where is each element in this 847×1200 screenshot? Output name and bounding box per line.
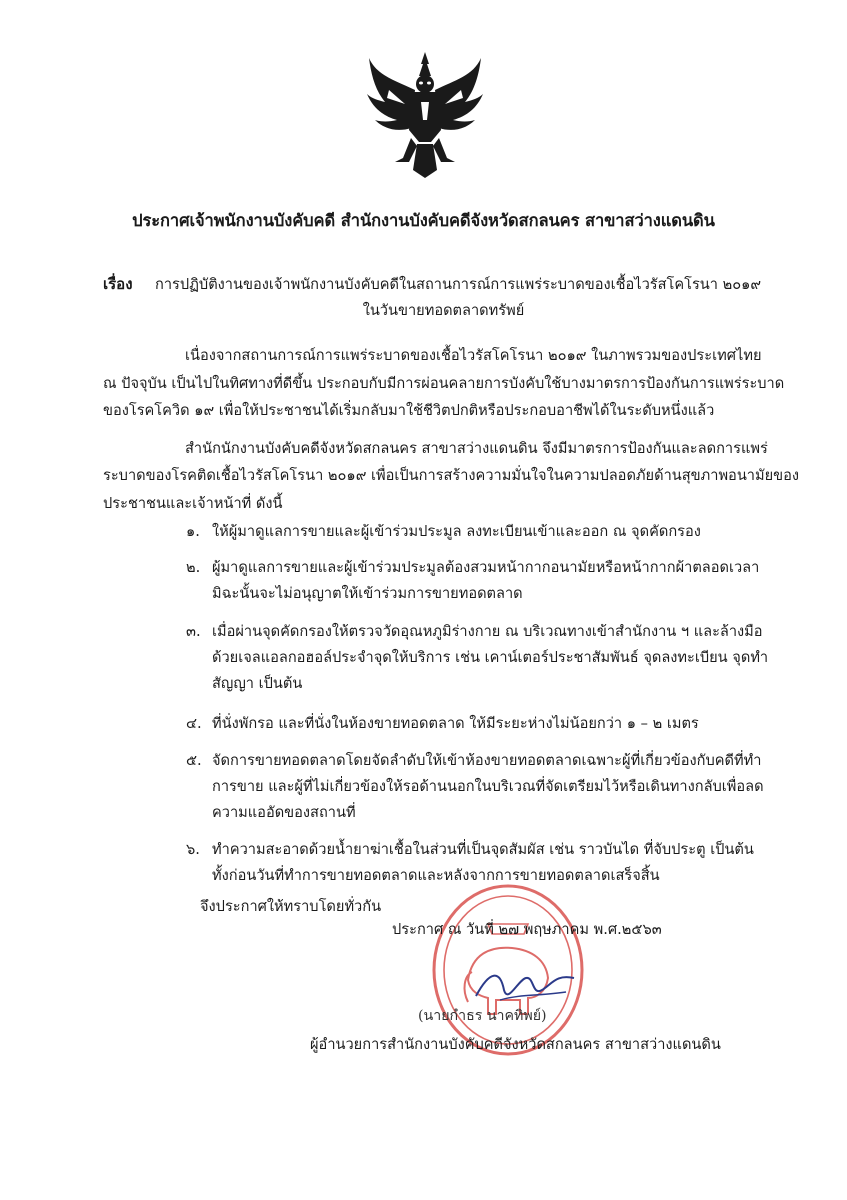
paragraph-2-line-1: สำนักนักงานบังคับคดีจังหวัดสกลนคร สาขาสว่างแดนดิน จึงมีมาตรการป้องกันและลดการแพร่ — [185, 440, 768, 457]
signer-position: ผู้อำนวยการสำนักงานบังคับคดีจังหวัดสกลนคร สาขาสว่างแดนดิน — [310, 1036, 721, 1053]
closing-statement: จึงประกาศให้ทราบโดยทั่วกัน — [200, 898, 382, 915]
item-4-number: ๔. — [186, 715, 202, 732]
subject-label: เรื่อง — [103, 275, 133, 293]
item-2-line-1: ผู้มาดูแลการขายและผู้เข้าร่วมประมูลต้องสวมหน้ากากอนามัยหรือหน้ากากผ้าตลอดเวลา — [212, 559, 760, 576]
signer-name: (นายกำธร นาคทิพย์) — [418, 1008, 547, 1024]
item-1-number: ๑. — [186, 523, 200, 540]
item-5-line-2: การขาย และผู้ที่ไม่เกี่ยวข้องให้รอด้านนอกในบริเวณที่จัดเตรียมไว้หรือเดินทางกลับเพื่อลด — [212, 778, 764, 795]
item-6-line-1: ทำความสะอาดด้วยน้ำยาฆ่าเชื้อในส่วนที่เป็นจุดสัมผัส เช่น ราวบันได ที่จับประตู เป็นต้น — [212, 841, 754, 858]
subject-line-2: ในวันขายทอดตลาดทรัพย์ — [362, 302, 525, 319]
item-2-line-2: มิฉะนั้นจะไม่อนุญาตให้เข้าร่วมการขายทอดตลาด — [212, 585, 523, 602]
item-5-number: ๕. — [186, 752, 202, 769]
paragraph-1-line-2: ณ ปัจจุบัน เป็นไปในทิศทางที่ดีขึ้น ประกอบกับมีการผ่อนคลายการบังคับใช้บางมาตรการป้องกันการแพร่ระบาด — [103, 375, 785, 392]
paragraph-2-line-3: ประชาชนและเจ้าหน้าที่ ดังนี้ — [103, 495, 283, 512]
item-2-number: ๒. — [186, 559, 201, 576]
item-3-line-3: สัญญา เป็นต้น — [212, 675, 303, 692]
announcement-title: ประกาศเจ้าพนักงานบังคับคดี สำนักงานบังคับคดีจังหวัดสกลนคร สาขาสว่างแดนดิน — [132, 211, 715, 230]
item-3-line-1: เมื่อผ่านจุดคัดกรองให้ตรวจวัดอุณหภูมิร่างกาย ณ บริเวณทางเข้าสำนักงาน ฯ และล้างมือ — [212, 623, 763, 640]
paragraph-2-line-2: ระบาดของโรคติดเชื้อไวรัสโคโรนา ๒๐๑๙ เพื่อเป็นการสร้างความมั่นใจในความปลอดภัยด้านสุขภาพอนามัยของ — [103, 467, 800, 484]
item-3-number: ๓. — [186, 623, 201, 640]
item-5-line-1: จัดการขายทอดตลาดโดยจัดลำดับให้เข้าห้องขายทอดตลาดเฉพาะผู้ที่เกี่ยวข้องกับคดีที่ทำ — [212, 752, 762, 769]
item-1-line-1: ให้ผู้มาดูแลการขายและผู้เข้าร่วมประมูล ลงทะเบียนเข้าและออก ณ จุดคัดกรอง — [212, 523, 701, 540]
item-6-number: ๖. — [186, 841, 200, 858]
item-3-line-2: ด้วยเจลแอลกอฮอล์ประจำจุดให้บริการ เช่น เคาน์เตอร์ประชาสัมพันธ์ จุดลงทะเบียน จุดทำ — [212, 649, 769, 666]
handwritten-signature — [470, 960, 580, 1008]
garuda-emblem-icon — [365, 50, 485, 178]
announcement-date: ประกาศ ณ วันที่ ๒๗ พฤษภาคม พ.ศ.๒๕๖๓ — [392, 921, 662, 938]
paragraph-1-line-3: ของโรคโควิด ๑๙ เพื่อให้ประชาชนได้เริ่มกลับมาใช้ชีวิตปกติหรือประกอบอาชีพได้ในระดับหนึ่งแล้ว — [103, 402, 715, 419]
paragraph-1-line-1: เนื่องจากสถานการณ์การแพร่ระบาดของเชื้อไวรัสโคโรนา ๒๐๑๙ ในภาพรวมของประเทศไทย — [185, 347, 762, 364]
subject-line-1: การปฏิบัติงานของเจ้าพนักงานบังคับคดีในสถานการณ์การแพร่ระบาดของเชื้อไวรัสโคโรนา ๒๐๑๙ — [155, 276, 762, 293]
item-5-line-3: ความแออัดของสถานที่ — [212, 804, 356, 821]
item-4-line-1: ที่นั่งพักรอ และที่นั่งในห้องขายทอดตลาด ให้มีระยะห่างไม่น้อยกว่า ๑ – ๒ เมตร — [212, 715, 699, 732]
item-6-line-2: ทั้งก่อนวันที่ทำการขายทอดตลาดและหลังจากการขายทอดตลาดเสร็จสิ้น — [212, 867, 660, 884]
